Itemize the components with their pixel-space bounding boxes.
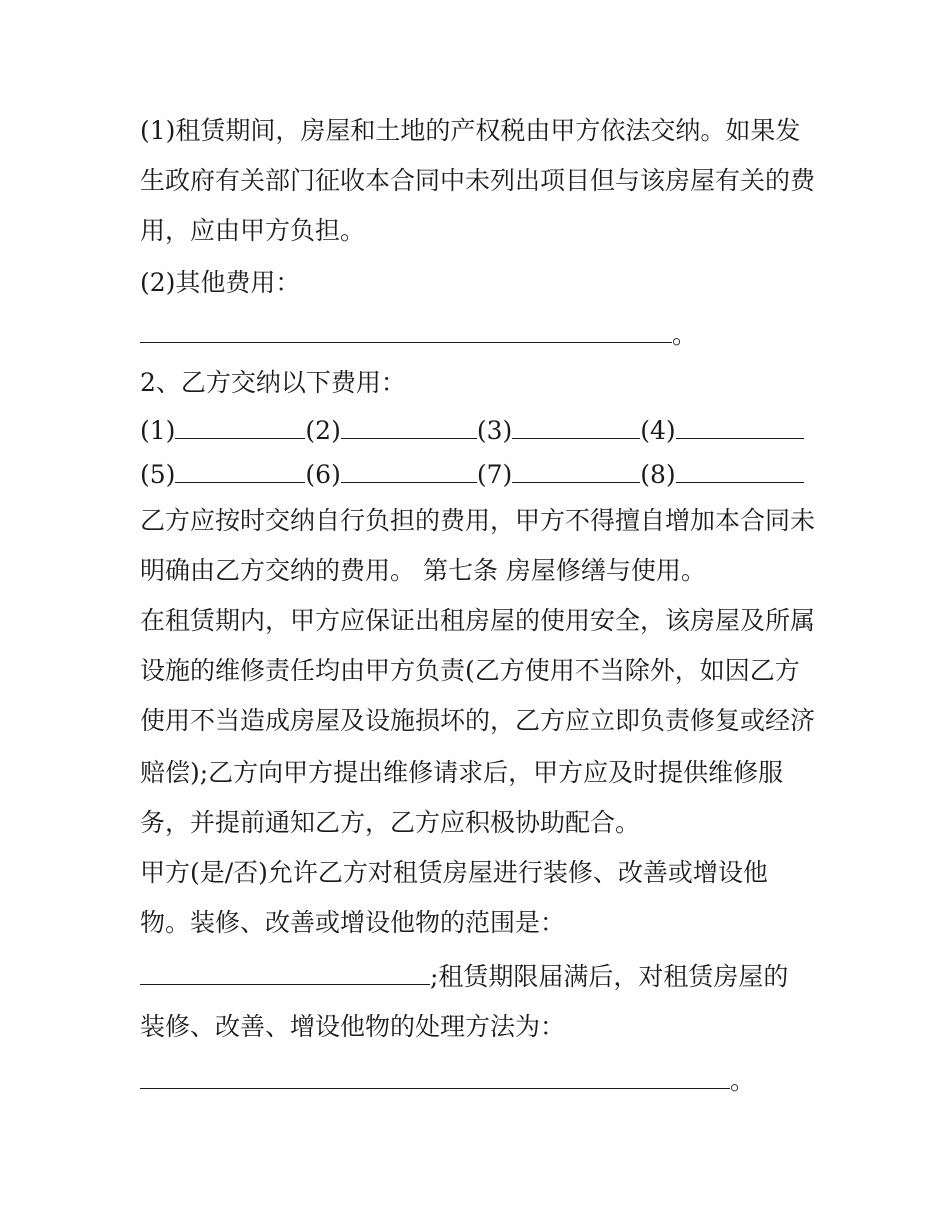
repair-line-4: 赔偿);乙方向甲方提出维修请求后，甲方应及时提供维修服 — [140, 758, 784, 787]
fee-item-label: (7) — [476, 460, 513, 489]
renovation-scope-blank[interactable] — [140, 958, 430, 985]
clause-1-line-3: 用，应由甲方负担。 — [140, 216, 366, 245]
fee-blank[interactable] — [175, 412, 305, 439]
other-fees-blank[interactable] — [140, 316, 672, 343]
section-2-title: 2、乙方交纳以下费用： — [140, 368, 406, 397]
repair-line-1: 在租赁期内，甲方应保证出租房屋的使用安全，该房屋及所属 — [140, 606, 816, 635]
fee-item-label: (2) — [305, 416, 341, 445]
other-fees-label: (2)其他费用： — [140, 268, 301, 297]
fees-note-line-2: 明确由乙方交纳的费用。 第七条 房屋修缮与使用。 — [140, 556, 706, 585]
fee-row-1 — [140, 412, 804, 448]
fee-row-2 — [140, 456, 804, 492]
fee-item-label: (6) — [305, 460, 341, 489]
renovation-line-4: 装修、改善、增设他物的处理方法为： — [140, 1012, 566, 1041]
clause-1-line-1: (1)租赁期间，房屋和土地的产权税由甲方依法交纳。如果发 — [140, 116, 801, 145]
fee-item-label: (4) — [640, 416, 676, 445]
period-mark: 。 — [672, 320, 698, 349]
repair-line-3: 使用不当造成房屋及设施损坏的，乙方应立即负责修复或经济 — [140, 706, 816, 735]
fee-blank[interactable] — [512, 456, 640, 483]
renovation-line-1: 甲方(是/否)允许乙方对租赁房屋进行装修、改善或增设他 — [140, 858, 768, 887]
disposal-method-line — [140, 1062, 755, 1098]
fee-blank[interactable] — [341, 412, 477, 439]
period-mark: 。 — [730, 1066, 756, 1095]
renovation-line-3-suffix: ;租赁期限届满后，对租赁房屋的 — [430, 962, 789, 991]
renovation-line-2: 物。装修、改善或增设他物的范围是： — [140, 908, 566, 937]
fee-blank[interactable] — [676, 456, 804, 483]
repair-line-5: 务，并提前通知乙方，乙方应积极协助配合。 — [140, 808, 641, 837]
fee-item-label: (3) — [476, 416, 513, 445]
fee-item-label: (5) — [140, 460, 176, 489]
fee-blank[interactable] — [341, 456, 477, 483]
fee-blank[interactable] — [512, 412, 640, 439]
other-fees-blank-line — [140, 316, 697, 352]
disposal-method-blank[interactable] — [140, 1062, 730, 1089]
repair-line-2: 设施的维修责任均由甲方负责(乙方使用不当除外，如因乙方 — [140, 656, 800, 685]
fee-blank[interactable] — [676, 412, 804, 439]
fee-item-label: (8) — [640, 460, 676, 489]
fee-blank[interactable] — [175, 456, 305, 483]
fees-note-line-1: 乙方应按时交纳自行负担的费用，甲方不得擅自增加本合同未 — [140, 506, 816, 535]
fee-item-label: (1) — [140, 416, 176, 445]
renovation-scope-line — [140, 958, 788, 994]
clause-1-line-2: 生政府有关部门征收本合同中未列出项目但与该房屋有关的费 — [140, 166, 816, 195]
